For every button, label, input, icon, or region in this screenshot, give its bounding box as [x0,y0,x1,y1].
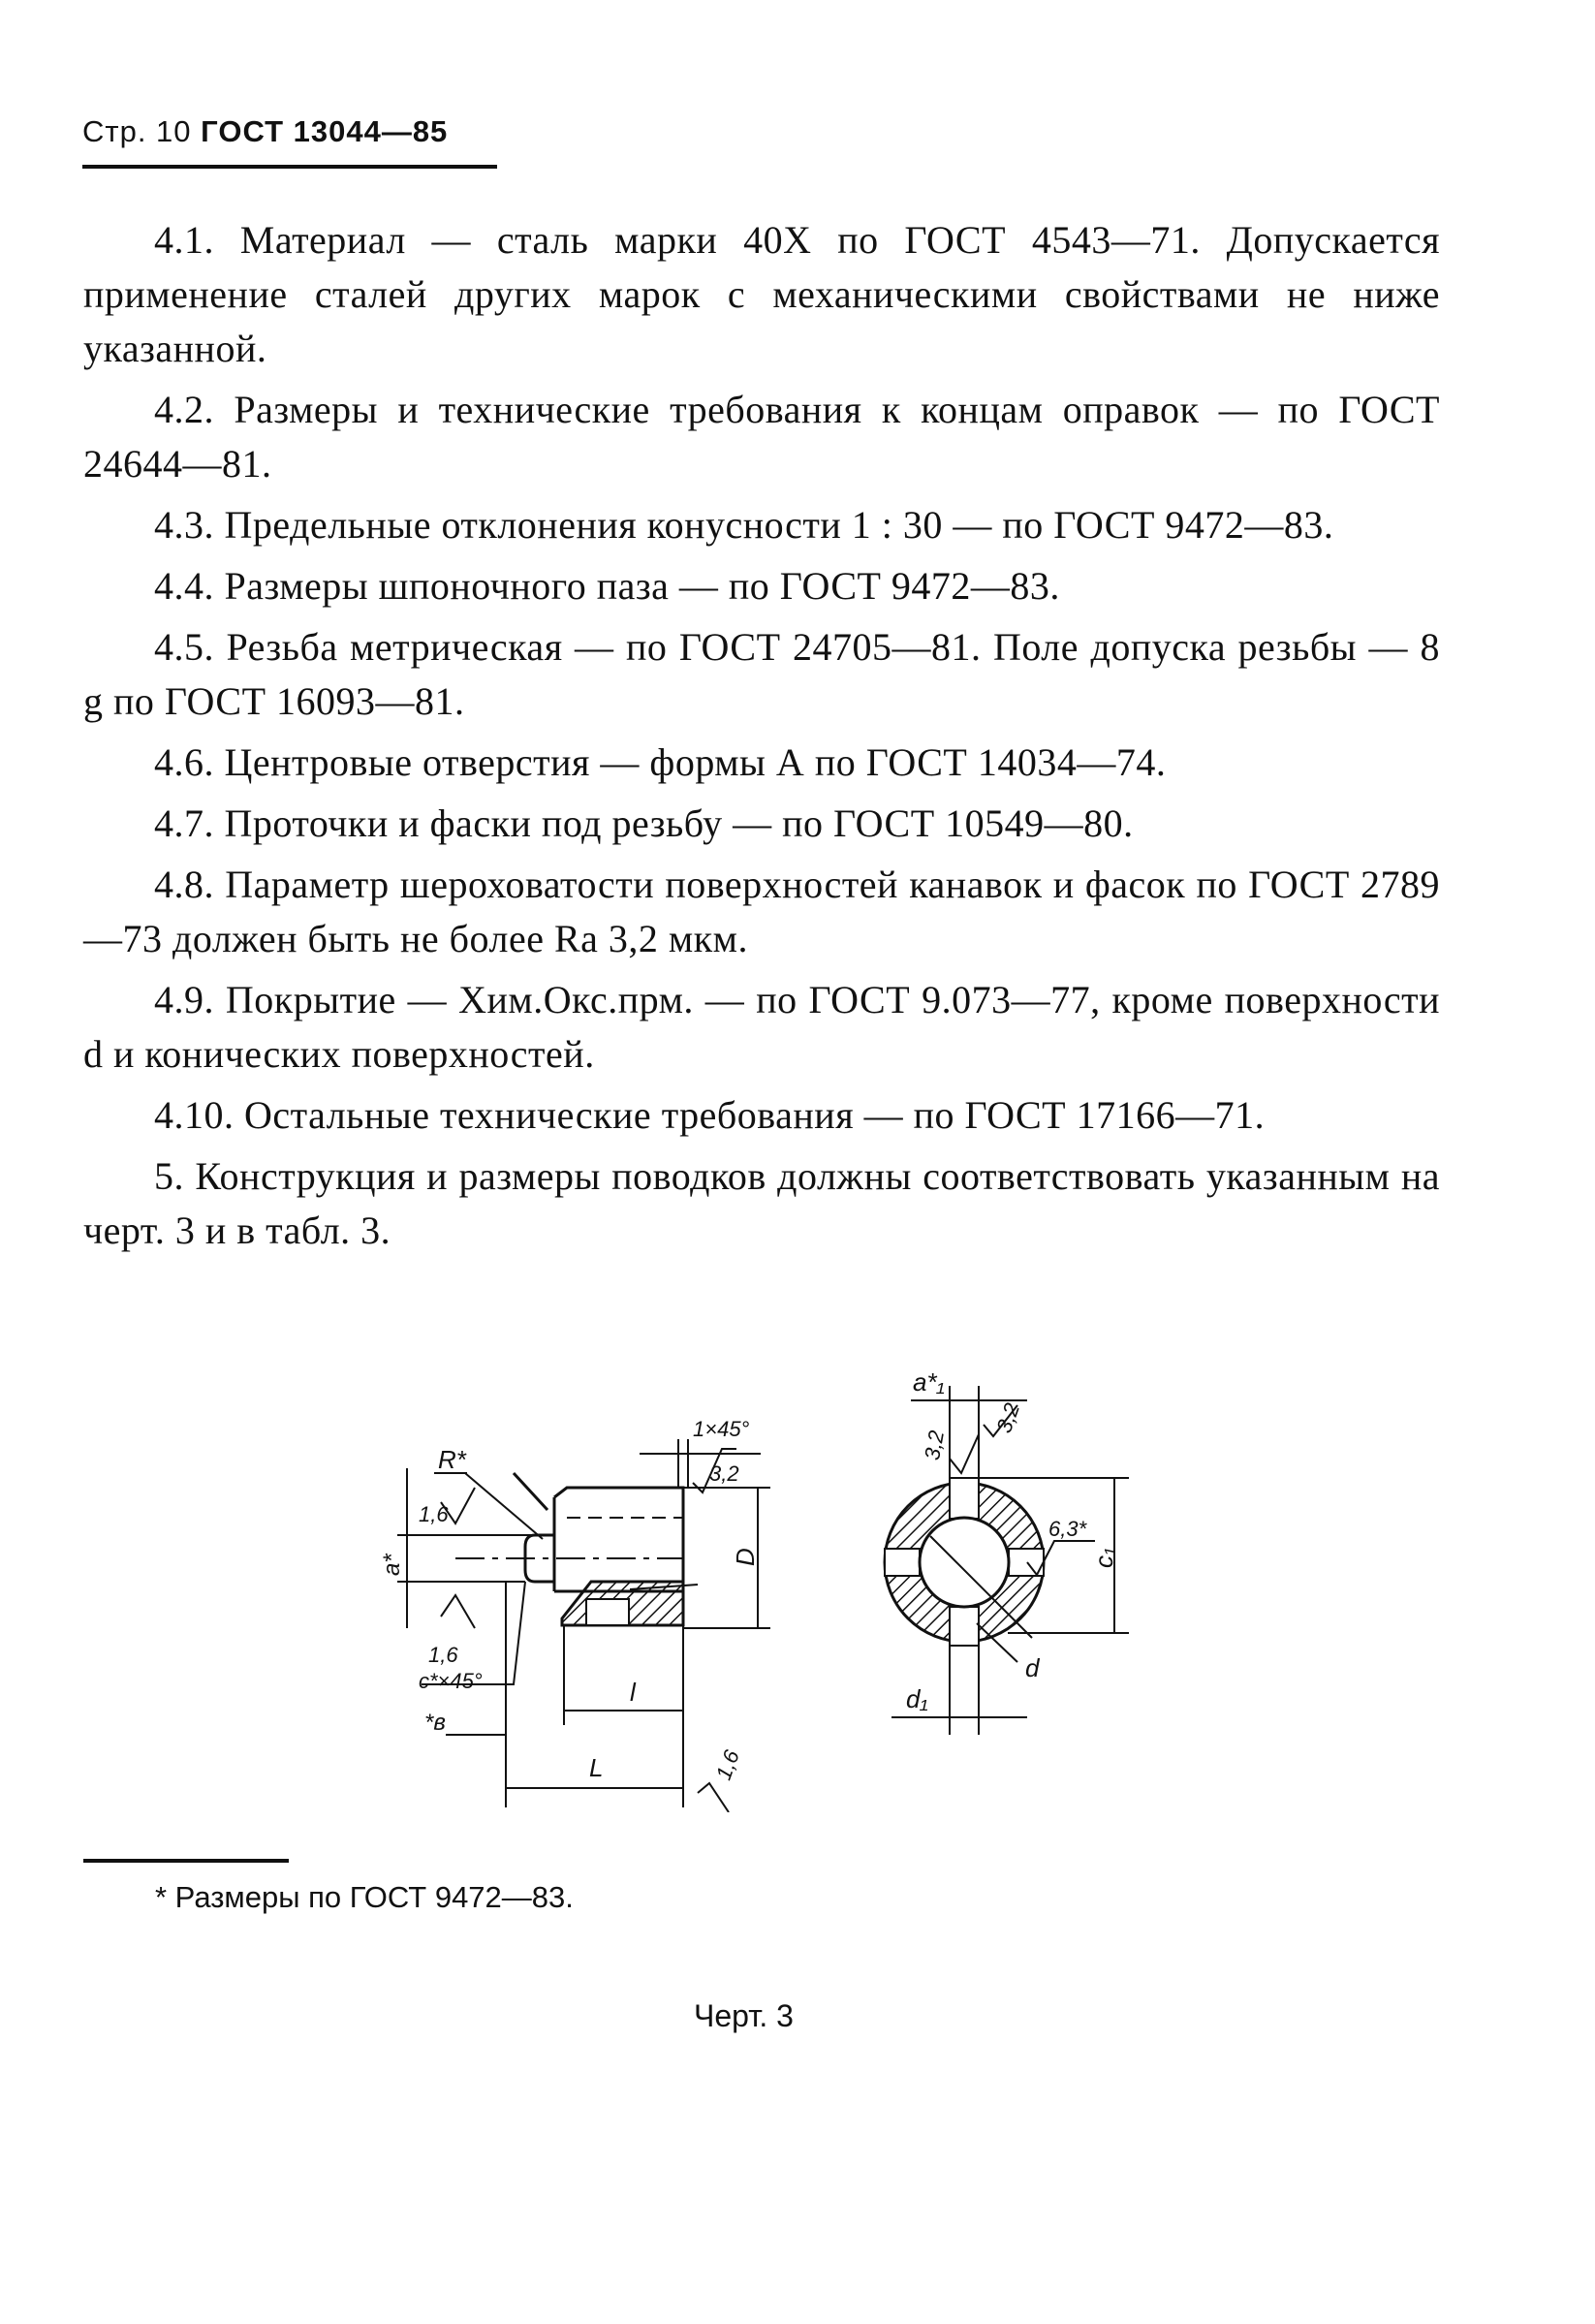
body-text [83,213,1440,1265]
keyway-top [950,1478,979,1519]
header-rule [82,165,497,169]
label-rough-32-a1: 3,2 [991,1399,1025,1436]
bore-circle-outline [920,1518,1009,1607]
roughness-left-bottom [441,1595,475,1628]
paragraph-5: 5. Конструкция и размеры поводков должны соответствовать указанным на черт. 3 и в табл. 3. [83,1154,1440,1252]
side-view [397,1439,770,1812]
label-d1: d₁ [906,1684,928,1713]
label-D: D [731,1548,760,1566]
paragraph-4-2: 4.2. Размеры и технические требования к концам оправок — по ГОСТ 24644—81. [83,388,1440,486]
label-c-chamfer: c*×45° [419,1669,483,1693]
document-id: ГОСТ 13044—85 [201,114,449,148]
label-rough-32-side: 3,2 [920,1429,950,1462]
paragraph-4-3: 4.3. Предельные отклонения конусности 1 : 30 — по ГОСТ 9472—83. [154,503,1334,547]
label-rough-16-L: 1,6 [710,1746,744,1783]
label-rough-16-top: 1,6 [419,1502,449,1526]
footnote-rule [83,1859,289,1863]
paragraph-4-5: 4.5. Резьба метрическая — по ГОСТ 24705—81. Поле допуска резьбы — 8 g по ГОСТ 16093—81. [83,625,1440,723]
keyway-slot [586,1599,629,1625]
paragraph-4-9: 4.9. Покрытие — Хим.Окс.прм. — по ГОСТ 9.073—77, кроме поверхности d и конических поверхностей. [83,978,1440,1076]
side-slot-left [885,1549,920,1576]
paragraph-4-4: 4.4. Размеры шпоночного паза — по ГОСТ 9472—83. [154,564,1060,608]
paragraph-4-8: 4.8. Параметр шероховатости поверхностей канавок и фасок по ГОСТ 2789—73 должен быть не более Ra 3,2 мкм. [83,863,1440,960]
paragraph-4-10: 4.10. Остальные технические требования — по ГОСТ 17166—71. [154,1093,1266,1137]
label-r-star: R* [438,1445,466,1474]
roughness-side [950,1434,979,1473]
label-rough-32-top: 3,2 [709,1461,739,1486]
label-a-star: a* [379,1554,405,1576]
r-leader [514,1473,547,1510]
label-b-star: *в [424,1710,446,1736]
technical-drawing [349,1328,1221,1812]
keyway-bottom [950,1607,979,1646]
footnote: * Размеры по ГОСТ 9472—83. [155,1880,574,1914]
page-header [82,114,448,149]
page-label: Стр. 10 [82,114,192,148]
paragraph-4-1: 4.1. Материал — сталь марки 40Х по ГОСТ 4543—71. Допускается применение сталей других марок с механическими свойствами не ниже указанной. [83,218,1440,370]
label-L: L [589,1753,604,1782]
label-d: d [1025,1653,1040,1682]
part-outline [554,1488,683,1591]
roughness-big-l [698,1783,729,1812]
label-rough-16-bottom: 1,6 [428,1643,458,1667]
paragraph-4-7: 4.7. Проточки и фаски под резьбу — по ГОСТ 10549—80. [154,801,1134,845]
label-rough-63: 6,3* [1048,1517,1087,1541]
label-c1: c₁ [1089,1547,1118,1568]
label-l: l [630,1678,636,1707]
paragraph-4-6: 4.6. Центровые отверстия — формы А по ГОСТ 14034—74. [154,740,1167,784]
label-chamfer-top: 1×45° [693,1417,750,1441]
figure-caption: Черт. 3 [694,1998,794,2033]
label-a1-star: a*₁ [913,1367,945,1397]
r-leader-line [465,1473,543,1539]
